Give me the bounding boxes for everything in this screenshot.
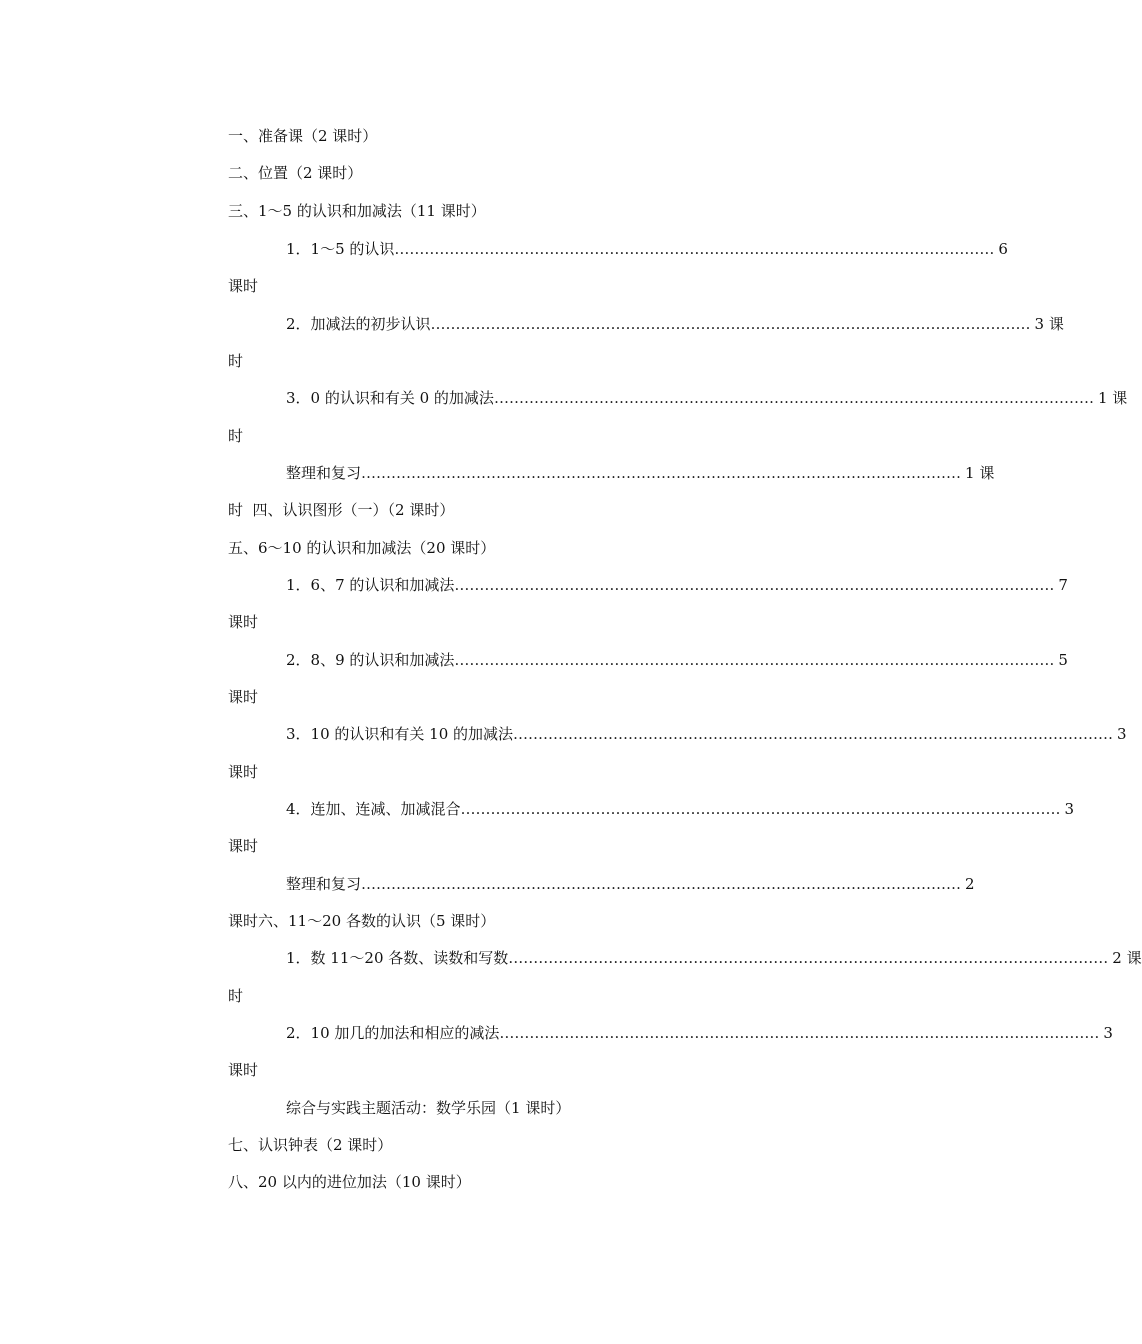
section-heading-1: 一、准备课（2 课时） — [228, 127, 378, 145]
toc-leader-dots: ………………………………………………………………………………………………………… — [508, 949, 1109, 967]
section-heading-7: 七、认识钟表（2 课时） — [228, 1136, 393, 1154]
wrapped-text: 课时 — [228, 763, 259, 781]
toc-entry — [286, 650, 1068, 670]
section-heading-6: 课时六、11～20 各数的认识（5 课时） — [228, 912, 496, 930]
toc-entry-label: 整理和复习 — [286, 464, 362, 482]
toc-entry — [286, 463, 995, 483]
wrapped-text: 时 — [228, 987, 244, 1005]
toc-entry — [286, 239, 1008, 259]
section-heading-5: 五、6～10 的认识和加减法（20 课时） — [228, 539, 496, 557]
wrapped-text: 课时 — [228, 1061, 259, 1079]
toc-leader-dots: ………………………………………………………………………………………………………… — [361, 464, 962, 482]
section-heading-4: 时 四、认识图形（一）（2 课时） — [228, 501, 455, 519]
toc-entry-number: 5 — [1058, 651, 1068, 669]
toc-entry — [286, 388, 1128, 408]
toc-entry-label: 2．加减法的初步认识 — [286, 315, 431, 333]
toc-entry-label: 1．1～5 的认识 — [286, 240, 395, 258]
toc-entry-number: 6 — [998, 240, 1008, 258]
toc-leader-dots: ………………………………………………………………………………………………………… — [394, 240, 995, 258]
toc-entry-label: 3．10 的认识和有关 10 的加减法 — [286, 725, 514, 743]
toc-entry — [286, 724, 1127, 744]
section-heading-8: 八、20 以内的进位加法（10 课时） — [228, 1173, 471, 1191]
toc-leader-dots: ………………………………………………………………………………………………………… — [460, 800, 1061, 818]
toc-entry — [286, 799, 1075, 819]
toc-entry-number: 3 — [1064, 800, 1075, 818]
toc-leader-dots: ………………………………………………………………………………………………………… — [454, 576, 1055, 594]
toc-leader-dots: ………………………………………………………………………………………………………… — [361, 875, 962, 893]
toc-entry — [286, 314, 1064, 334]
toc-entry-number: 2 课 — [1112, 949, 1142, 967]
toc-leader-dots: ………………………………………………………………………………………………………… — [499, 1024, 1100, 1042]
activity-line: 综合与实践主题活动：数学乐园（1 课时） — [286, 1099, 571, 1117]
toc-entry — [286, 874, 975, 894]
toc-entry-label: 2．8、9 的认识和加减法 — [286, 651, 455, 669]
toc-entry-label: 1．数 11～20 各数、读数和写数 — [286, 949, 509, 967]
wrapped-text: 课时 — [228, 613, 259, 631]
toc-entry-number: 3 — [1103, 1024, 1113, 1042]
toc-entry-label: 4．连加、连减、加减混合 — [286, 800, 461, 818]
section-heading-2: 二、位置（2 课时） — [228, 164, 363, 182]
wrapped-text: 课时 — [228, 837, 259, 855]
wrapped-text: 课时 — [228, 688, 259, 706]
section-heading-3: 三、1～5 的认识和加减法（11 课时） — [228, 202, 486, 220]
toc-entry-number: 3 课 — [1034, 315, 1064, 333]
wrapped-text: 课时 — [228, 277, 259, 295]
toc-entry — [286, 948, 1142, 968]
toc-leader-dots: ………………………………………………………………………………………………………… — [430, 315, 1031, 333]
toc-entry-number: 7 — [1058, 576, 1068, 594]
toc-leader-dots: ………………………………………………………………………………………………………… — [454, 651, 1055, 669]
toc-entry-label: 3．0 的认识和有关 0 的加减法 — [286, 389, 494, 407]
toc-entry-number: 3 — [1117, 725, 1127, 743]
wrapped-text: 时 — [228, 352, 244, 370]
toc-entry — [286, 1023, 1113, 1043]
toc-entry-number: 1 课 — [1097, 389, 1128, 407]
toc-entry-label: 2．10 加几的加法和相应的减法 — [286, 1024, 500, 1042]
toc-entry-label: 1．6、7 的认识和加减法 — [286, 576, 455, 594]
toc-entry — [286, 575, 1068, 595]
wrapped-text: 时 — [228, 427, 244, 445]
toc-leader-dots: ………………………………………………………………………………………………………… — [493, 389, 1094, 407]
toc-leader-dots: ………………………………………………………………………………………………………… — [513, 725, 1114, 743]
toc-entry-number: 1 课 — [965, 464, 995, 482]
toc-entry-label: 整理和复习 — [286, 875, 362, 893]
toc-entry-number: 2 — [965, 875, 975, 893]
